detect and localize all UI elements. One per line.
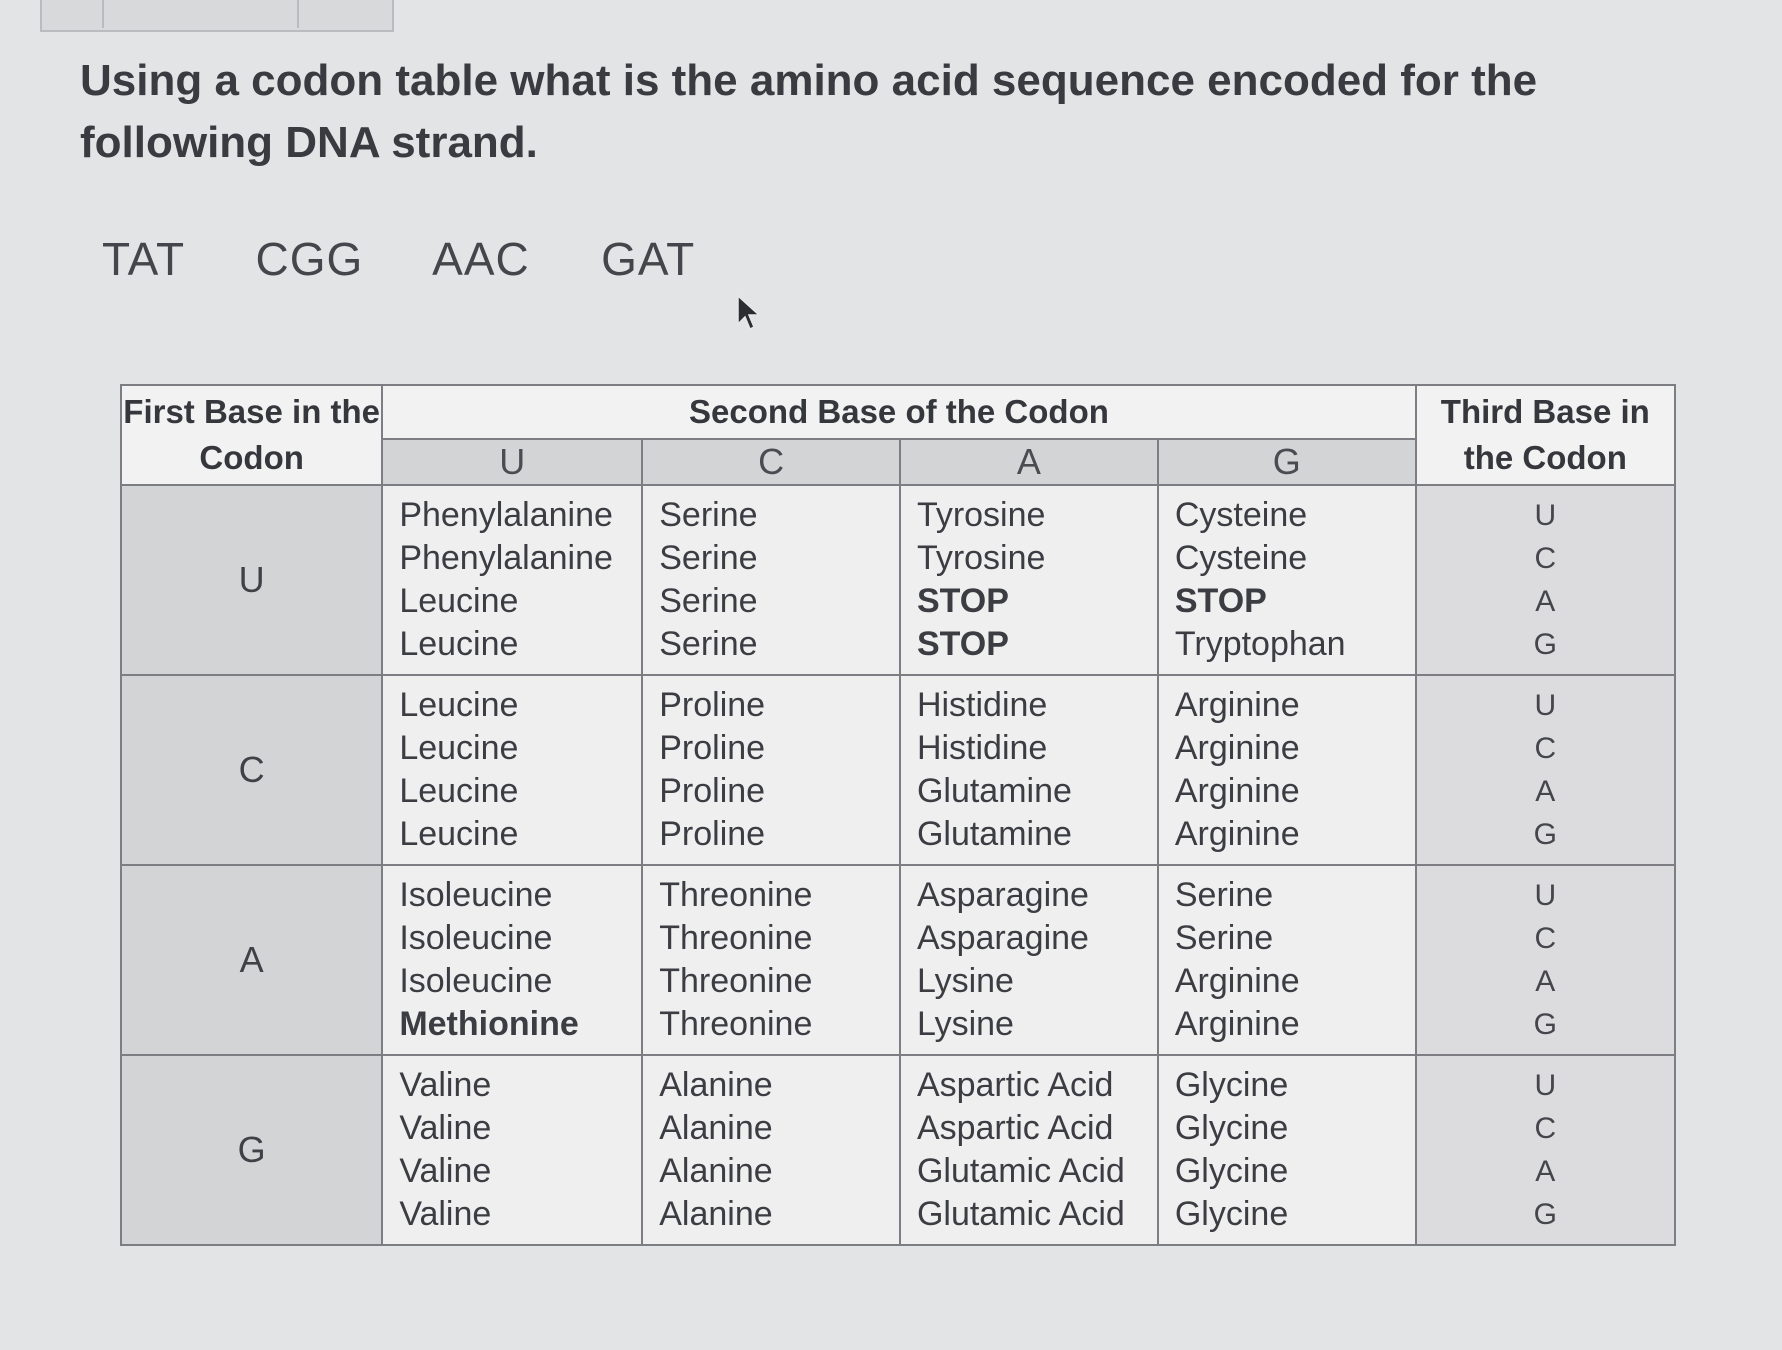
amino-acid: Threonine [659,919,813,957]
amino-acid: Aspartic Acid [916,1066,1114,1104]
stop-codon: STOP [916,582,1009,620]
amino-acid: Arginine [1174,686,1300,724]
amino-acid: Valine [399,1195,492,1233]
amino-acid: Alanine [659,1152,773,1190]
amino-acid: Aspartic Acid [916,1109,1114,1147]
second-base-header: Second Base of the Codon [382,385,1415,439]
tab-divider [102,0,104,28]
amino-acid: Serine [1174,919,1274,957]
amino-acid: Threonine [659,962,813,1000]
first-base-cell: U [121,485,382,675]
second-base-c: C [642,439,900,485]
amino-acid-cell [1158,865,1416,1055]
amino-acid: Threonine [659,1005,813,1043]
amino-acid: Glutamine [916,772,1072,810]
amino-acid: Histidine [916,729,1048,767]
dna-strand: TAT CGG AAC GAT [102,233,696,285]
amino-acid: Arginine [1174,729,1300,767]
amino-acid: Leucine [399,582,519,620]
amino-acid-cell [382,865,642,1055]
third-base: G [1533,818,1557,851]
third-base-cell [1416,485,1675,675]
third-base: C [1534,542,1557,575]
second-base-u: U [382,439,642,485]
amino-acid: Histidine [916,686,1048,724]
first-base-cell: G [121,1055,382,1245]
amino-acid: Arginine [1174,1005,1300,1043]
amino-acid: Tyrosine [916,496,1046,534]
amino-acid-cell [1158,675,1416,865]
second-base-a: A [900,439,1158,485]
amino-acid: Leucine [399,729,519,767]
amino-acid-cell [382,675,642,865]
amino-acid-cell [1158,485,1416,675]
amino-acid: Leucine [399,772,519,810]
first-base-cell: A [121,865,382,1055]
amino-acid: Glutamic Acid [916,1195,1125,1233]
amino-acid: Valine [399,1066,492,1104]
table-row [121,1055,1675,1245]
amino-acid: Lysine [916,962,1014,1000]
amino-acid: Asparagine [916,919,1089,957]
amino-acid: Isoleucine [399,876,553,914]
amino-acid: Serine [659,625,758,663]
third-base: U [1534,689,1557,722]
amino-acid: Phenylalanine [399,539,613,577]
amino-acid: Serine [659,539,758,577]
amino-acid: Serine [1174,876,1274,914]
amino-acid-cell [642,485,900,675]
amino-acid: Leucine [399,686,519,724]
amino-acid: Proline [659,729,766,767]
question-text: Using a codon table what is the amino acid sequence encoded for the following DNA strand. [80,56,1538,167]
stop-codon: STOP [1174,582,1267,620]
amino-acid: Alanine [659,1195,773,1233]
amino-acid: Leucine [399,625,519,663]
amino-acid: Glutamic Acid [916,1152,1125,1190]
third-base-header: Third Base in the Codon [1416,385,1675,485]
amino-acid: Serine [659,582,758,620]
third-base: A [1535,1155,1556,1188]
third-base-cell [1416,865,1675,1055]
amino-acid: Proline [659,772,766,810]
amino-acid-cell [1158,1055,1416,1245]
stop-codon: STOP [916,625,1009,663]
third-base-cell [1416,1055,1675,1245]
start-codon: Methionine [399,1005,579,1043]
amino-acid-cell [642,865,900,1055]
table-row [121,485,1675,675]
amino-acid: Arginine [1174,962,1300,1000]
amino-acid: Alanine [659,1109,773,1147]
second-base-g: G [1158,439,1416,485]
table-row [121,865,1675,1055]
third-base: U [1534,879,1557,912]
third-base: C [1534,732,1557,765]
amino-acid: Glycine [1174,1066,1289,1104]
mouse-pointer-icon [736,294,762,337]
amino-acid-cell [382,485,642,675]
amino-acid-cell [900,865,1158,1055]
first-base-header: First Base in the Codon [121,385,382,485]
third-base: A [1535,585,1556,618]
third-base-cell [1416,675,1675,865]
amino-acid-cell [900,675,1158,865]
amino-acid: Leucine [399,815,519,853]
third-base: G [1533,628,1557,661]
amino-acid: Threonine [659,876,813,914]
amino-acid-cell [642,675,900,865]
amino-acid: Serine [659,496,758,534]
amino-acid: Tyrosine [916,539,1046,577]
amino-acid: Asparagine [916,876,1089,914]
top-tab-strip [40,0,394,32]
amino-acid: Arginine [1174,772,1300,810]
amino-acid: Glycine [1174,1109,1289,1147]
amino-acid: Isoleucine [399,962,553,1000]
amino-acid: Isoleucine [399,919,553,957]
third-base: G [1533,1008,1557,1041]
amino-acid: Arginine [1174,815,1300,853]
amino-acid: Lysine [916,1005,1014,1043]
third-base: A [1535,965,1556,998]
third-base: U [1534,499,1557,532]
third-base: G [1533,1198,1557,1231]
third-base: C [1534,922,1557,955]
amino-acid-cell [900,485,1158,675]
third-base: C [1534,1112,1557,1145]
amino-acid: Cysteine [1174,539,1308,577]
amino-acid: Valine [399,1152,492,1190]
amino-acid: Tryptophan [1174,625,1346,663]
codon-table [120,384,1676,1246]
amino-acid: Cysteine [1174,496,1308,534]
table-row [121,675,1675,865]
amino-acid: Glycine [1174,1195,1289,1233]
amino-acid: Valine [399,1109,492,1147]
third-base: U [1534,1069,1557,1102]
amino-acid: Glutamine [916,815,1072,853]
amino-acid: Glycine [1174,1152,1289,1190]
amino-acid-cell [642,1055,900,1245]
amino-acid: Alanine [659,1066,773,1104]
amino-acid: Phenylalanine [399,496,613,534]
amino-acid-cell [382,1055,642,1245]
amino-acid: Proline [659,686,766,724]
third-base: A [1535,775,1556,808]
tab-divider [297,0,299,28]
amino-acid: Proline [659,815,766,853]
first-base-cell: C [121,675,382,865]
amino-acid-cell [900,1055,1158,1245]
